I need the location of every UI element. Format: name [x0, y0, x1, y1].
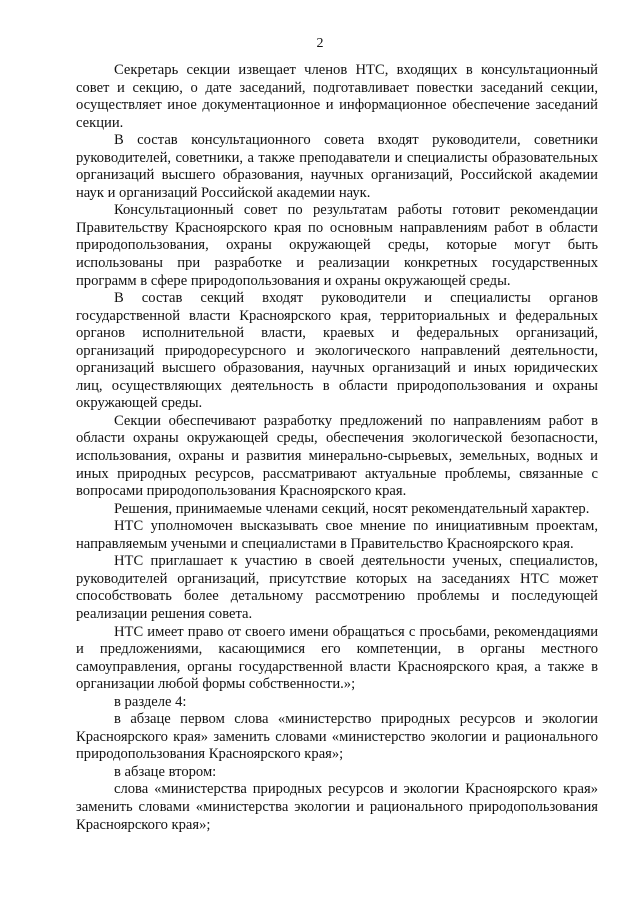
paragraph: В состав секций входят руководители и специалисты органов государственной власти Красноярского края, территориальных и федеральных органов исполнительной власти, краевых и федеральных организаций, организаций природоресурсного и экологического направлений деятельности, организаций высшего образования, научных организаций и иных юридических лиц, осуществляющих деятельность в области природопользования и охраны окружающей среды. [76, 290, 598, 412]
paragraph: НТС уполномочен высказывать свое мнение по инициативным проектам, направляемым учеными и специалистами в Правительство Красноярского края. [76, 518, 598, 552]
paragraph: Консультационный совет по результатам работы готовит рекомендации Правительству Красноярского края по основным направлениям работ в области природопользования, охраны окружающей среды, которые могут быть использованы при разработке и реализации конкретных государственных программ в сфере природопользования и охраны окружающей среды. [76, 202, 598, 289]
paragraph: в абзаце первом слова «министерство природных ресурсов и экологии Красноярского края» заменить словами «министерство экологии и рационального природопользования Красноярского края»; [76, 711, 598, 763]
document-body [76, 62, 598, 834]
paragraph: В состав консультационного совета входят руководители, советники руководителей, советники, а также преподаватели и специалисты образовательных организаций высшего образования, научных организаций, Российской академии наук и организаций Российской академии наук. [76, 132, 598, 201]
page-number: 2 [316, 36, 324, 51]
paragraph: НТС приглашает к участию в своей деятельности ученых, специалистов, руководителей организаций, присутствие которых на заседаниях НТС может способствовать более детальному рассмотрению проблемы и последующей реализации решения совета. [76, 553, 598, 622]
paragraph: в абзаце втором: [114, 763, 217, 780]
paragraph: слова «министерства природных ресурсов и экологии Красноярского края» заменить словами «министерства экологии и рационального природопользования Красноярского края»; [76, 781, 598, 833]
paragraph: НТС имеет право от своего имени обращаться с просьбами, рекомендациями и предложениями, касающимися его компетенции, в органы местного самоуправления, органы государственной власти Красноярского края, а также в организации любой формы собственности.»; [76, 623, 598, 693]
paragraph: Решения, принимаемые членами секций, носят рекомендательный характер. [114, 500, 590, 517]
paragraph: Секретарь секции извещает членов НТС, входящих в консультационный совет и секцию, о дате заседаний, подготавливает повестки заседаний секции, осуществляет иное документационное и информационное обеспечение заседаний секции. [76, 62, 598, 131]
paragraph: в разделе 4: [114, 693, 187, 710]
paragraph: Секции обеспечивают разработку предложений по направлениям работ в области охраны окружающей среды, обеспечения экологической безопасности, использования, охраны и развития минерально-сырьевых, земельных, водных и иных природных ресурсов, рассматривают актуальные проблемы, связанные с вопросами природопользования Красноярского края. [76, 412, 598, 500]
